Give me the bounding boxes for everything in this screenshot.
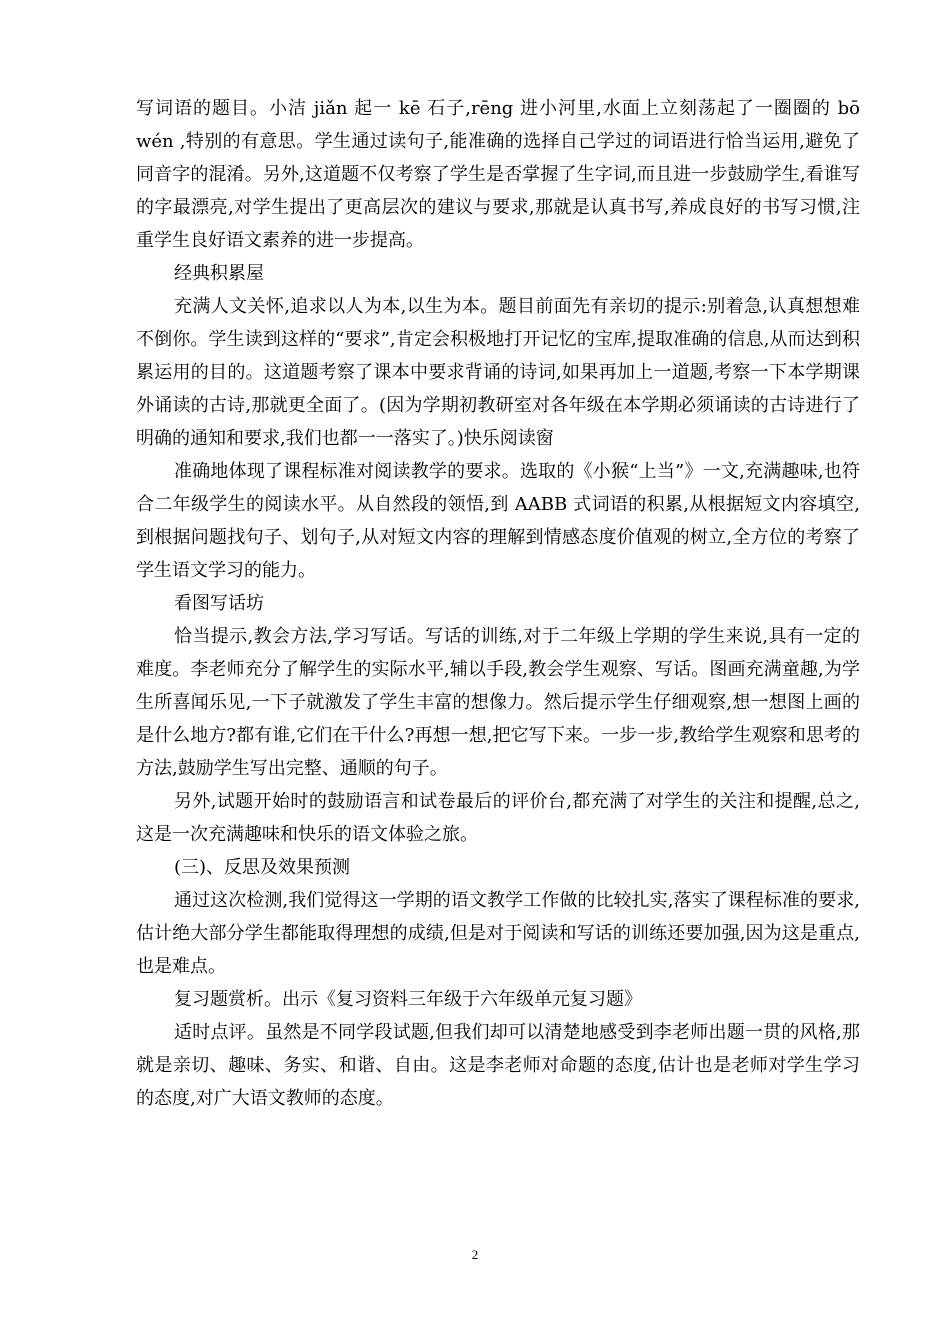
paragraph-reading-window: 准确地体现了课程标准对阅读教学的要求。选取的《小猴“上当”》一文,充满趣味,也符合二年级学生的阅读水平。从自然段的领悟,到 AABB 式词语的积累,从根据短文内容填空,到根据问题找句子、划句子,从对短文内容的理解到情感态度价值观的树立,全方位的考察了学生语文学习的能力。 <box>136 461 861 581</box>
section-heading-picture-writing: 看图写话坊 <box>174 593 264 614</box>
paragraph-continued: 写词语的题目。小洁 jiǎn 起一 kē 石子,rēng 进小河里,水面上立刻荡起了一圈圈的 bō wén ,特别的有意思。学生通过读句子,能准确的选择自己学过的词语进行恰当运用,避免了同音字的混淆。另外,这道题不仅考察了学生是否掌握了生字词,而且进一步鼓励学生,看谁写的字最漂亮,对学生提出了更高层次的建议与要求,那就是认真书写,养成良好的书写习惯,注重学生良好语文素养的进一步提高。 <box>136 98 860 251</box>
paragraph-classic-accumulation: 充满人文关怀,追求以人为本,以生为本。题目前面先有亲切的提示:别着急,认真想想难不倒你。学生读到这样的“要求”,肯定会积极地打开记忆的宝库,提取准确的信息,从而达到积累运用的目的。这道题考察了课本中要求背诵的诗词,如果再加上一道题,考察一下本学期课外诵读的古诗,那就更全面了。(因为学期初教研室对各年级在本学期必须诵读的古诗进行了明确的通知和要求,我们也都一一落实了。)快乐阅读窗 <box>136 296 860 449</box>
paragraph-encouragement: 另外,试题开始时的鼓励语言和试卷最后的评价台,都充满了对学生的关注和提醒,总之,这是一次充满趣味和快乐的语文体验之旅。 <box>136 791 860 845</box>
section-heading-reflection: (三)、反思及效果预测 <box>174 857 351 878</box>
paragraph-picture-writing: 恰当提示,教会方法,学习写话。写话的训练,对于二年级上学期的学生来说,具有一定的难度。李老师充分了解学生的实际水平,辅以手段,教会学生观察、写话。图画充满童趣,为学生所喜闻乐见,一下子就激发了学生丰富的想像力。然后提示学生仔细观察,想一想图上画的是什么地方?都有谁,它们在干什么?再想一想,把它写下来。一步一步,教给学生观察和思考的方法,鼓励学生写出完整、通顺的句子。 <box>136 626 860 779</box>
paragraph-review-analysis: 复习题赏析。出示《复习资料三年级于六年级单元复习题》 <box>174 989 642 1010</box>
section-heading-classic-accumulation: 经典积累屋 <box>174 263 264 284</box>
document-body <box>136 92 860 1115</box>
paragraph-timely-comment: 适时点评。虽然是不同学段试题,但我们却可以清楚地感受到李老师出题一贯的风格,那就是亲切、趣味、务实、和谐、自由。这是李老师对命题的态度,估计也是老师对学生学习的态度,对广大语文教师的态度。 <box>136 1022 860 1109</box>
page-number: 2 <box>471 1247 479 1262</box>
paragraph-reflection: 通过这次检测,我们觉得这一学期的语文教学工作做的比较扎实,落实了课程标准的要求,估计绝大部分学生都能取得理想的成绩,但是对于阅读和写话的训练还要加强,因为这是重点,也是难点。 <box>136 890 860 977</box>
